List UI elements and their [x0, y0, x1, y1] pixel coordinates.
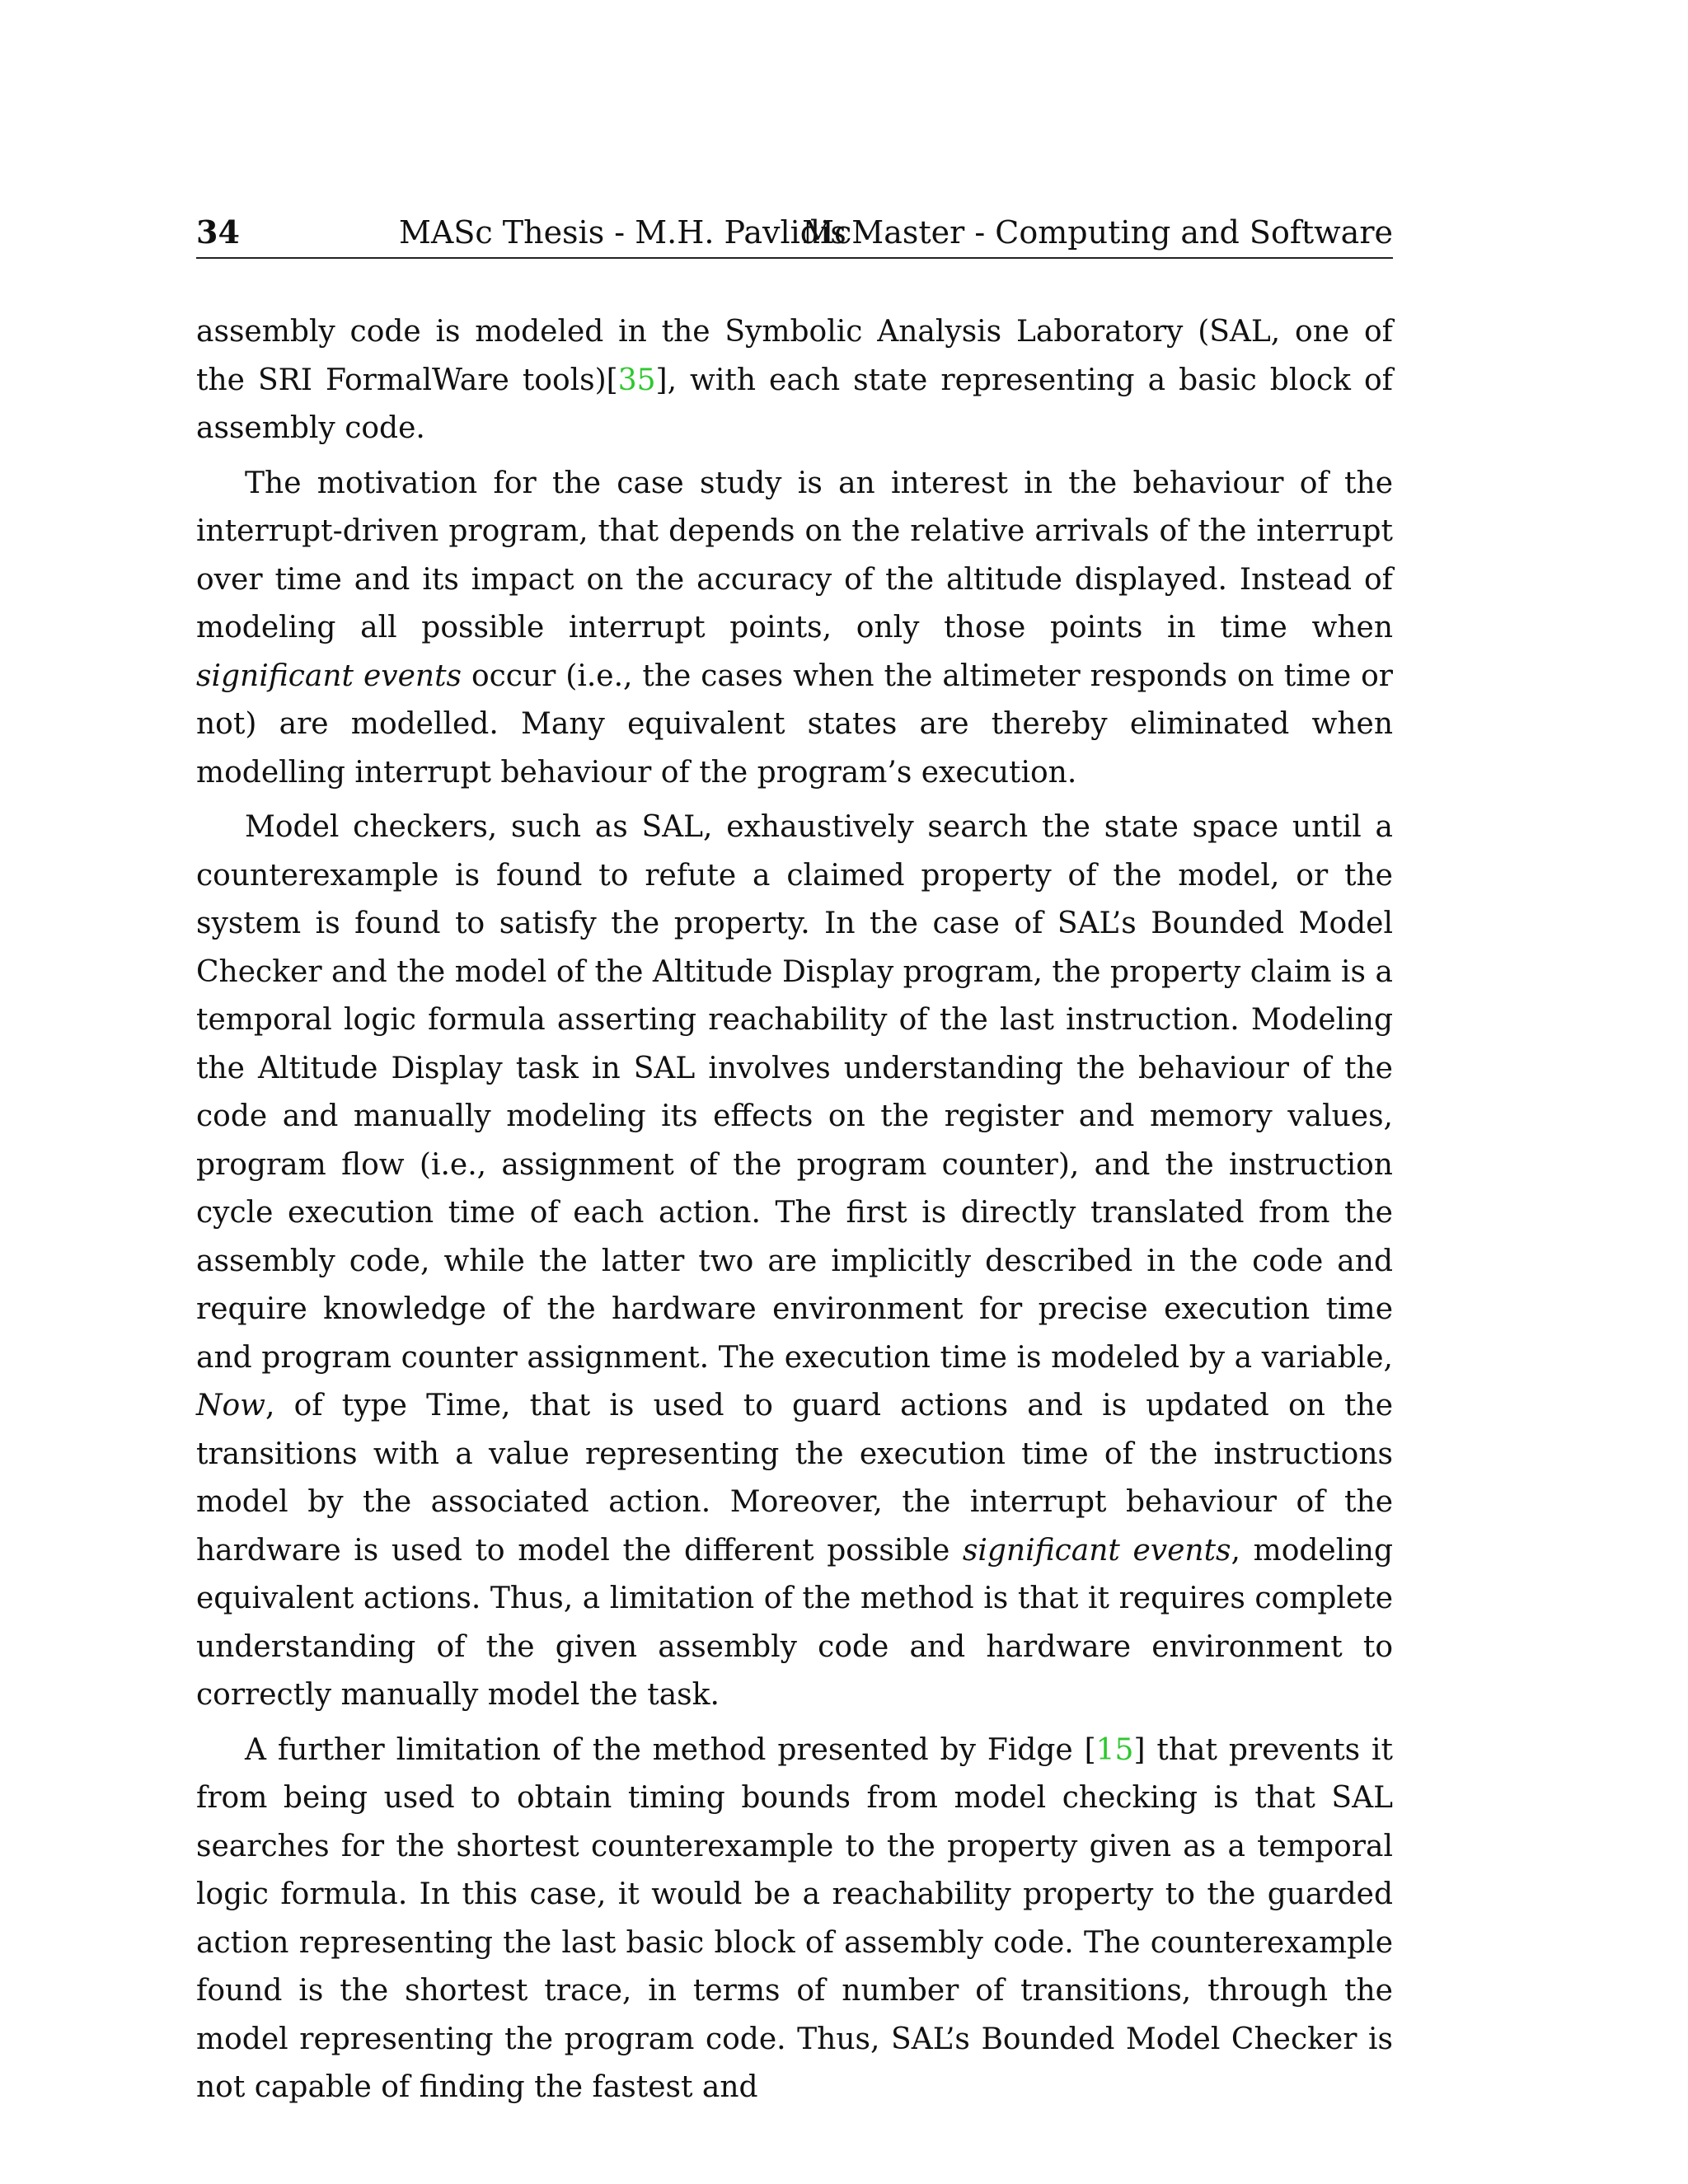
paragraph-2-text-b: occur (i.e., the cases when the altimeter responds on time or not) are modelled. Many equivalent states are thereby eliminated when modelling interrupt behaviour of the program’s execution.	[196, 658, 1394, 790]
paragraph-2-text-a: The motivation for the case study is an interest in the behaviour of the interrupt-driven program, that depends on the relative arrivals of the interrupt over time and its impact on the accuracy of the altitude displayed. Instead of modeling all possible interrupt points, only those points in time when	[196, 466, 1393, 644]
paragraph-2-emphasis: significant events	[196, 658, 462, 693]
running-header	[196, 208, 1393, 259]
paragraph-3-text-c: , modeling equivalent actions. Thus, a limitation of the method is that it requires complete understanding of the given assembly code and hardware environment to correctly manually model the task.	[196, 1533, 1393, 1712]
paragraph-4-text-b: ] that prevents it from being used to obtain timing bounds from model checking is that SAL searches for the shortest counterexample to the property given as a temporal logic formula. In this case, it would be a reachability property to the guarded action representing the last basic block of assembly code. The counterexample found is the shortest trace, in terms of number of transitions, through the model representing the program code. Thus, SAL’s Bounded Model Checker is not capable of finding the fastest and	[196, 1732, 1393, 2104]
paragraph-1-text-b: ], with each state representing a basic block of assembly code.	[196, 363, 1393, 445]
body-text	[196, 308, 1393, 2119]
paragraph-3	[196, 804, 1393, 1720]
paragraph-3-emphasis-now: Now	[196, 1389, 265, 1422]
paragraph-3-emphasis-events: significant events	[962, 1533, 1231, 1568]
paragraph-4	[196, 1727, 1393, 2112]
paragraph-2	[196, 460, 1393, 798]
paragraph-4-text-a: A further limitation of the method presented by Fidge [	[245, 1732, 1096, 1767]
citation-link-15[interactable]: 15	[1095, 1732, 1134, 1767]
paragraph-3-text-b: , of type Time, that is used to guard actions and is updated on the transitions with a value representing the execution time of the instructions model by the associated action. Moreover, the interrupt behaviour of the hardware is used to model the different possible	[196, 1389, 1393, 1568]
paragraph-1-text-a: assembly code is modeled in the Symbolic Analysis Laboratory (SAL, one of the SRI FormalWare tools)[	[196, 315, 1393, 397]
page-number: 34	[196, 213, 240, 251]
header-institution: McMaster - Computing and Software	[802, 214, 1393, 251]
citation-link-35[interactable]: 35	[617, 363, 656, 397]
header-thesis-author: MASc Thesis - M.H. Pavlidis	[399, 214, 846, 251]
paragraph-1	[196, 308, 1393, 453]
paragraph-3-text-a: Model checkers, such as SAL, exhaustively search the state space until a counterexample is found to refute a claimed property of the model, or the system is found to satisfy the property. In the case of SAL’s Bounded Model Checker and the model of the Altitude Display program, the property claim is a temporal logic formula asserting reachability of the last instruction. Modeling the Altitude Display task in SAL involves understanding the behaviour of the code and manually modeling its effects on the register and memory values, program flow (i.e., assignment of the program counter), and the instruction cycle execution time of each action. The first is directly translated from the assembly code, while the latter two are implicitly described in the code and require knowledge of the hardware environment for precise execution time and program counter assignment. The execution time is modeled by a variable,	[196, 810, 1393, 1375]
